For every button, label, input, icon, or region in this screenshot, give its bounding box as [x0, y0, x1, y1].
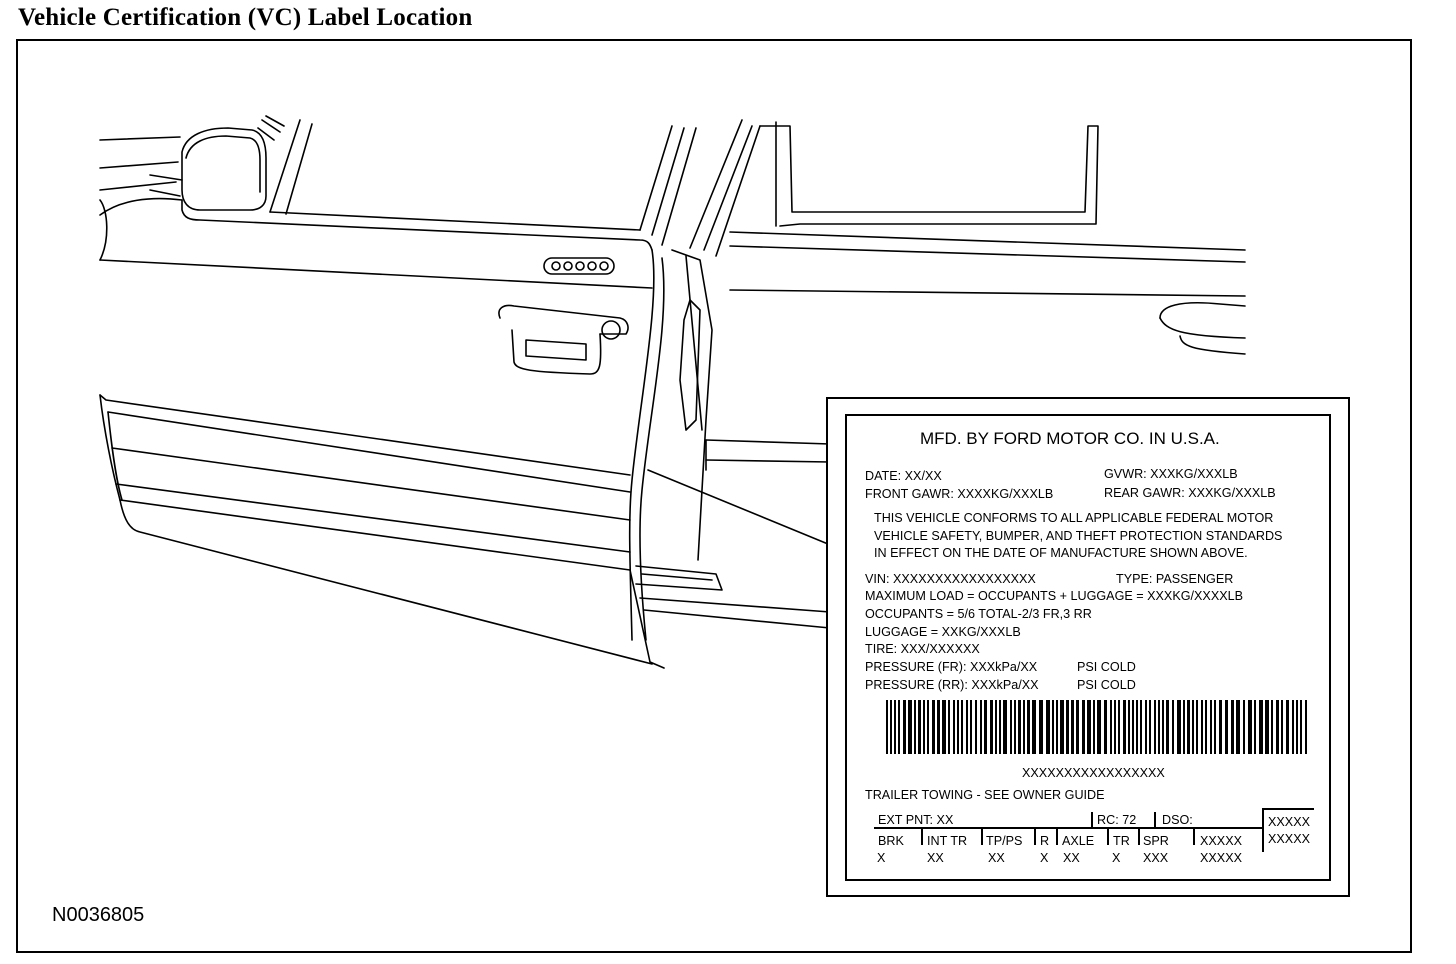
barcode-bar — [1248, 700, 1252, 754]
barcode-bar — [914, 700, 916, 754]
barcode-bar — [990, 700, 993, 754]
barcode-bar — [898, 700, 900, 754]
barcode-bar — [1231, 700, 1234, 754]
barcode-bar — [1071, 700, 1074, 754]
label-max-load: MAXIMUM LOAD = OCCUPANTS + LUGGAGE = XXXKG/XXXXLB — [865, 589, 1244, 603]
barcode-bar — [1046, 700, 1050, 754]
barcode-bar — [995, 700, 997, 754]
barcode-bar — [1196, 700, 1198, 754]
label-box-bottom: XXXXX — [1268, 832, 1310, 846]
barcode-bar — [1027, 700, 1030, 754]
code-val-brk: X — [877, 851, 886, 865]
code-val-tr: X — [1112, 851, 1121, 865]
code-box-top — [1262, 808, 1314, 810]
label-ext-pnt: EXT PNT: XX — [878, 813, 954, 827]
barcode-bar — [1132, 700, 1134, 754]
barcode-bar — [1201, 700, 1203, 754]
barcode-bar — [1296, 700, 1298, 754]
code-grid-divider — [1154, 812, 1156, 827]
barcode-bar — [975, 700, 977, 754]
barcode-bar — [1118, 700, 1120, 754]
barcode-bar — [957, 700, 959, 754]
label-vin: VIN: XXXXXXXXXXXXXXXXX — [865, 572, 1036, 586]
barcode-bar — [1192, 700, 1194, 754]
barcode-bar — [1292, 700, 1294, 754]
barcode-bar — [1014, 700, 1016, 754]
label-manufacturer: MFD. BY FORD MOTOR CO. IN U.S.A. — [920, 429, 1220, 448]
barcode-bar — [918, 700, 921, 754]
code-grid-divider — [1193, 829, 1195, 845]
label-gvwr: GVWR: XXXKG/XXXLB — [1104, 467, 1238, 481]
label-barcode-text: XXXXXXXXXXXXXXXXX — [1022, 766, 1165, 780]
barcode-bar — [1187, 700, 1190, 754]
barcode-bar — [1243, 700, 1245, 754]
barcode-bar — [1032, 700, 1036, 754]
barcode-bar — [1158, 700, 1160, 754]
barcode-bar — [1082, 700, 1085, 754]
barcode-bar — [1149, 700, 1151, 754]
figure-id: N0036805 — [52, 904, 145, 926]
code-val-axle: XX — [1063, 851, 1080, 865]
barcode-bar — [1145, 700, 1147, 754]
label-box-top: XXXXX — [1268, 815, 1310, 829]
barcode-bar — [942, 700, 946, 754]
label-trailer-towing: TRAILER TOWING - SEE OWNER GUIDE — [865, 788, 1105, 802]
label-rc: RC: 72 — [1097, 813, 1137, 827]
barcode-bar — [953, 700, 955, 754]
code-grid-divider — [1138, 829, 1140, 845]
code-grid-rule — [874, 827, 1262, 829]
label-conform-line-1: THIS VEHICLE CONFORMS TO ALL APPLICABLE FEDERAL MOTOR — [874, 511, 1274, 525]
label-tire: TIRE: XXX/XXXXXX — [865, 642, 980, 656]
label-psi-cold-fr: PSI COLD — [1077, 660, 1136, 674]
barcode-bar — [1305, 700, 1307, 754]
barcode-bar — [1093, 700, 1095, 754]
barcode-bar — [1219, 700, 1222, 754]
barcode-bar — [1114, 700, 1116, 754]
barcode-bar — [1052, 700, 1054, 754]
code-grid-divider — [1034, 829, 1036, 845]
code-head-int-tr: INT TR — [927, 834, 968, 848]
barcode-bar — [961, 700, 963, 754]
barcode-bar — [1162, 700, 1164, 754]
barcode-bar — [1205, 700, 1207, 754]
barcode-bar — [1259, 700, 1263, 754]
barcode-bar — [1123, 700, 1126, 754]
barcode-bar — [1140, 700, 1142, 754]
barcode-bar — [1104, 700, 1107, 754]
barcode-bar — [999, 700, 1001, 754]
code-val-r: X — [1040, 851, 1049, 865]
code-head-brk: BRK — [878, 834, 904, 848]
label-rear-gawr: REAR GAWR: XXXKG/XXXLB — [1104, 486, 1276, 500]
code-grid-divider — [1091, 812, 1093, 827]
label-type: TYPE: PASSENGER — [1116, 572, 1234, 586]
code-val-spr: XXX — [1143, 851, 1169, 865]
label-luggage: LUGGAGE = XXKG/XXXLB — [865, 625, 1021, 639]
code-head-extra: XXXXX — [1200, 834, 1242, 848]
barcode-bar — [908, 700, 912, 754]
barcode-bar — [932, 700, 935, 754]
code-head-tr: TR — [1113, 834, 1130, 848]
label-occupants: OCCUPANTS = 5/6 TOTAL-2/3 FR,3 RR — [865, 607, 1092, 621]
barcode-bar — [1177, 700, 1181, 754]
label-psi-cold-rr: PSI COLD — [1077, 678, 1136, 692]
barcode-bar — [1097, 700, 1101, 754]
code-grid-divider — [921, 829, 923, 845]
code-head-r: R — [1040, 834, 1050, 848]
code-grid-divider — [1107, 829, 1109, 845]
barcode-bar — [1003, 700, 1007, 754]
barcode-bar — [903, 700, 906, 754]
barcode-bar — [1128, 700, 1130, 754]
barcode-bar — [923, 700, 925, 754]
barcode-bar — [1225, 700, 1228, 754]
code-grid-divider — [1056, 829, 1058, 845]
barcode-bar — [927, 700, 929, 754]
code-grid-divider — [981, 829, 983, 845]
barcode-bar — [980, 700, 982, 754]
label-front-gawr: FRONT GAWR: XXXXKG/XXXLB — [865, 487, 1054, 501]
barcode-bar — [984, 700, 987, 754]
code-val-tp-ps: XX — [988, 851, 1005, 865]
code-val-int-tr: XX — [927, 851, 944, 865]
barcode-bar — [890, 700, 892, 754]
barcode-bar — [1010, 700, 1012, 754]
vin-barcode — [884, 700, 1312, 754]
barcode-bar — [966, 700, 968, 754]
barcode-bar — [886, 700, 888, 754]
barcode-bar — [1300, 700, 1302, 754]
barcode-bar — [937, 700, 940, 754]
barcode-bar — [1110, 700, 1112, 754]
barcode-bar — [970, 700, 972, 754]
barcode-bar — [1265, 700, 1269, 754]
label-pressure-fr: PRESSURE (FR): XXXkPa/XX — [865, 660, 1038, 674]
barcode-bar — [1236, 700, 1240, 754]
barcode-bar — [1166, 700, 1169, 754]
page-title: Vehicle Certification (VC) Label Location — [18, 4, 473, 31]
barcode-bar — [1039, 700, 1043, 754]
code-head-axle: AXLE — [1062, 834, 1095, 848]
label-conform-line-3: IN EFFECT ON THE DATE OF MANUFACTURE SHOWN ABOVE. — [874, 546, 1248, 560]
barcode-bar — [1210, 700, 1212, 754]
code-val-extra: XXXXX — [1200, 851, 1242, 865]
barcode-bar — [1154, 700, 1156, 754]
barcode-bar — [1276, 700, 1279, 754]
code-box-left — [1262, 808, 1264, 852]
barcode-bar — [1281, 700, 1283, 754]
barcode-bar — [1087, 700, 1091, 754]
label-date: DATE: XX/XX — [865, 469, 942, 483]
barcode-bar — [1060, 700, 1064, 754]
barcode-bar — [1254, 700, 1256, 754]
barcode-bar — [1023, 700, 1025, 754]
barcode-bar — [1018, 700, 1021, 754]
label-pressure-rr: PRESSURE (RR): XXXkPa/XX — [865, 678, 1039, 692]
barcode-bar — [1056, 700, 1058, 754]
barcode-bar — [1172, 700, 1174, 754]
code-head-tp-ps: TP/PS — [986, 834, 1023, 848]
label-conform-line-2: VEHICLE SAFETY, BUMPER, AND THEFT PROTECTION STANDARDS — [874, 529, 1283, 543]
barcode-bar — [1286, 700, 1289, 754]
barcode-bar — [1271, 700, 1273, 754]
code-head-spr: SPR — [1143, 834, 1169, 848]
barcode-bar — [1214, 700, 1216, 754]
barcode-bar — [948, 700, 950, 754]
barcode-bar — [894, 700, 896, 754]
barcode-bar — [1066, 700, 1069, 754]
barcode-bar — [1136, 700, 1138, 754]
label-dso: DSO: — [1162, 813, 1193, 827]
barcode-bar — [1076, 700, 1079, 754]
barcode-bar — [1183, 700, 1185, 754]
